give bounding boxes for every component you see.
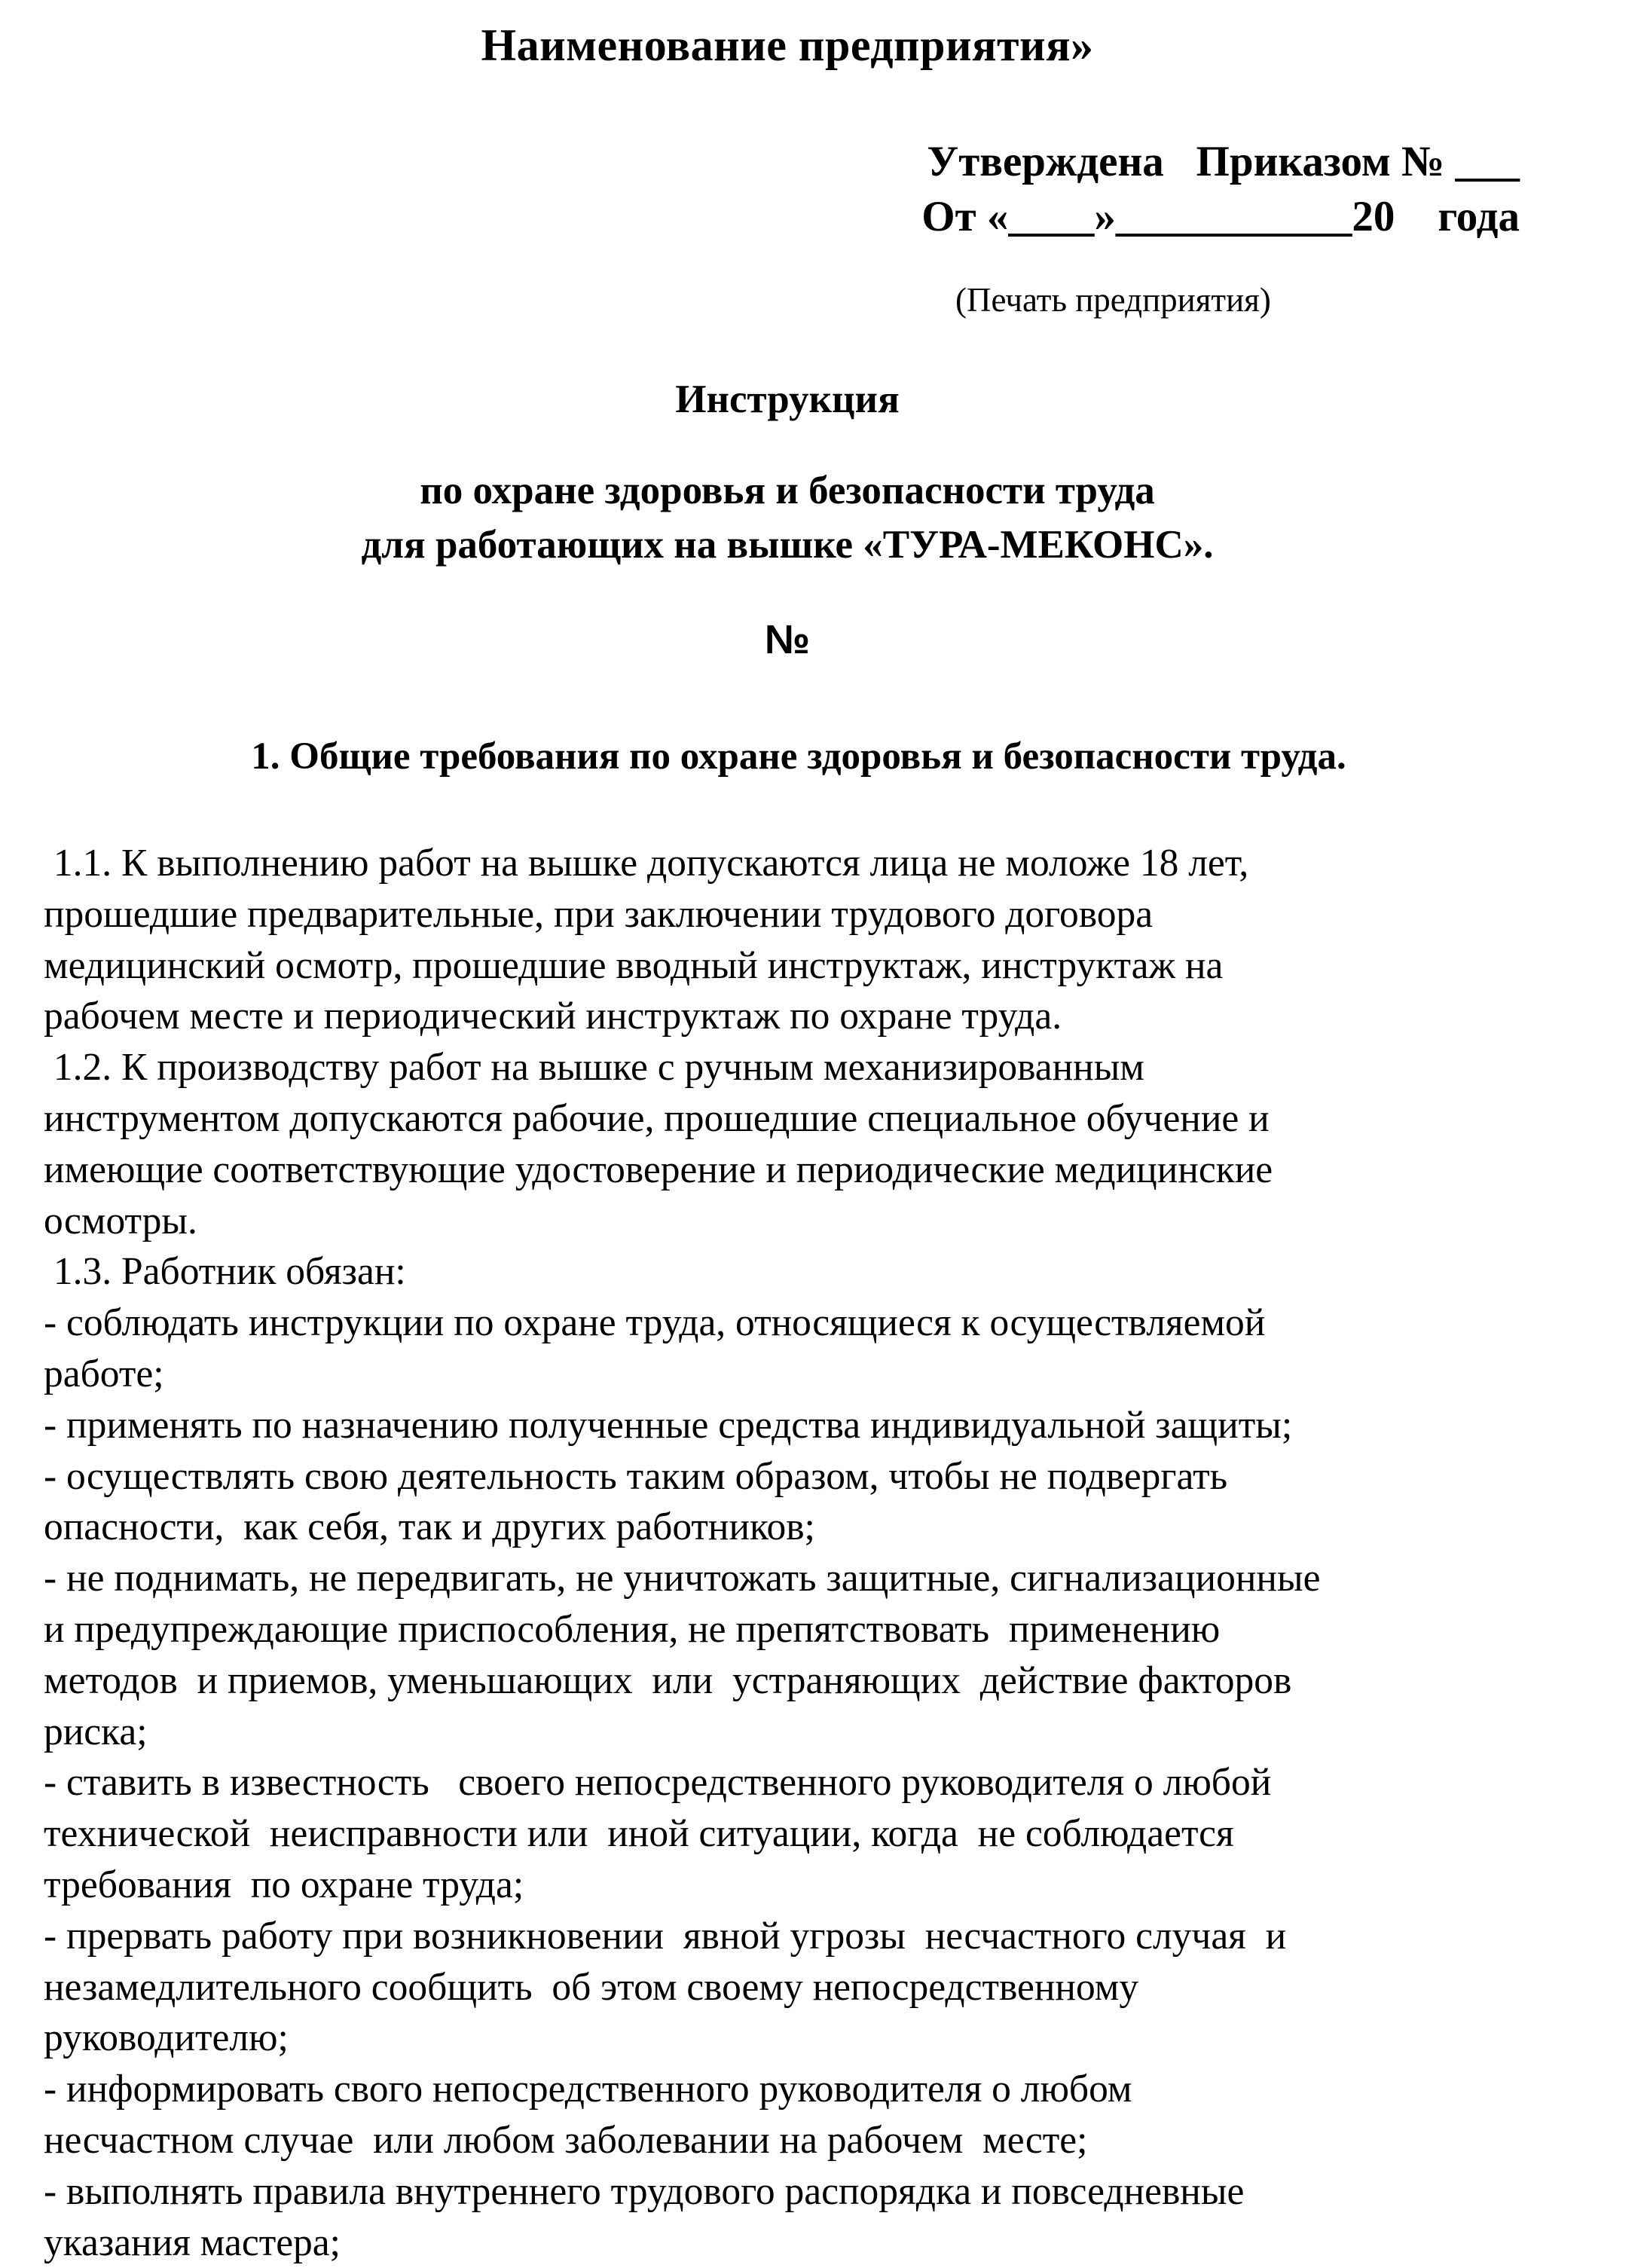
body-line: прошедшие предварительные, при заключении трудового договора [44,892,1154,936]
document-subtitle [0,463,1575,572]
body-line: опасности, как себя, так и других работников; [44,1505,815,1549]
subtitle-line: для работающих на вышке «ТУРА-МЕКОНС». [361,523,1214,567]
approval-order-line: Утверждена Приказом № ___ [927,138,1520,185]
body-line: медицинский осмотр, прошедшие вводный инструктаж, инструктаж на [44,943,1224,987]
body-line: - не поднимать, не передвигать, не уничтожать защитные, сигнализационные [44,1557,1321,1600]
body-line: методов и приемов, уменьшающих или устраняющих действие факторов [44,1658,1292,1702]
section-heading: 1. Общие требования по охране здоровья и безопасности труда. [251,735,1346,778]
approval-date-line: От «____»___________20 года [921,193,1520,240]
body-line: указания мастера; [44,2221,341,2264]
body-line: - информировать свого непосредственного руководителя о любом [44,2068,1132,2111]
body-line: и предупреждающие приспособления, не препятствовать применению [44,1607,1221,1651]
body-line: технической неисправности или иной ситуации, когда не соблюдается [44,1812,1234,1856]
body-line: имеющие соответствующие удостоверение и периодические медицинские [44,1148,1273,1191]
body-line: - прервать работу при возникновении явной угрозы несчастного случая и [44,1914,1287,1958]
body-line: - ставить в известность своего непосредственного руководителя о любой [44,1761,1272,1805]
body-line: осмотры. [44,1199,197,1243]
document-number: № [764,617,811,662]
body-line: 1.1. К выполнению работ на вышке допускаются лица не моложе 18 лет, [44,842,1249,885]
body-line: требования по охране труда; [44,1863,524,1906]
body-line: рабочем месте и периодический инструктаж по охране труда. [44,995,1062,1038]
body-line: несчастном случае или любом заболевании на рабочем месте; [44,2118,1088,2162]
body-line: риска; [44,1710,148,1753]
document-title: Инструкция [675,377,900,421]
body-line: - осуществлять свою деятельность таким образом, чтобы не подвергать [44,1454,1228,1498]
body-line: - соблюдать инструкции по охране труда, относящиеся к осуществляемой [44,1301,1266,1345]
body-line: 1.3. Работник обязан: [44,1250,406,1294]
organization-name: Наименование предприятия» [481,20,1094,70]
body-line: незамедлительного сообщить об этом своему непосредственному [44,1965,1139,2009]
body-line: руководителю; [44,2016,289,2060]
body-line: - выполнять правила внутреннего трудового распорядка и повседневные [44,2169,1245,2213]
body-line: инструментом допускаются рабочие, прошедшие специальное обучение и [44,1096,1270,1140]
subtitle-line: по охране здоровья и безопасности труда [420,469,1155,512]
body-line: 1.2. К производству работ на вышке с ручным механизированным [44,1046,1144,1090]
body-line: - применять по назначению полученные средства индивидуальной защиты; [44,1403,1293,1447]
seal-note: (Печать предприятия) [955,281,1271,319]
body-text [44,838,1596,2268]
approval-block [921,134,1520,244]
body-line: работе; [44,1352,164,1395]
